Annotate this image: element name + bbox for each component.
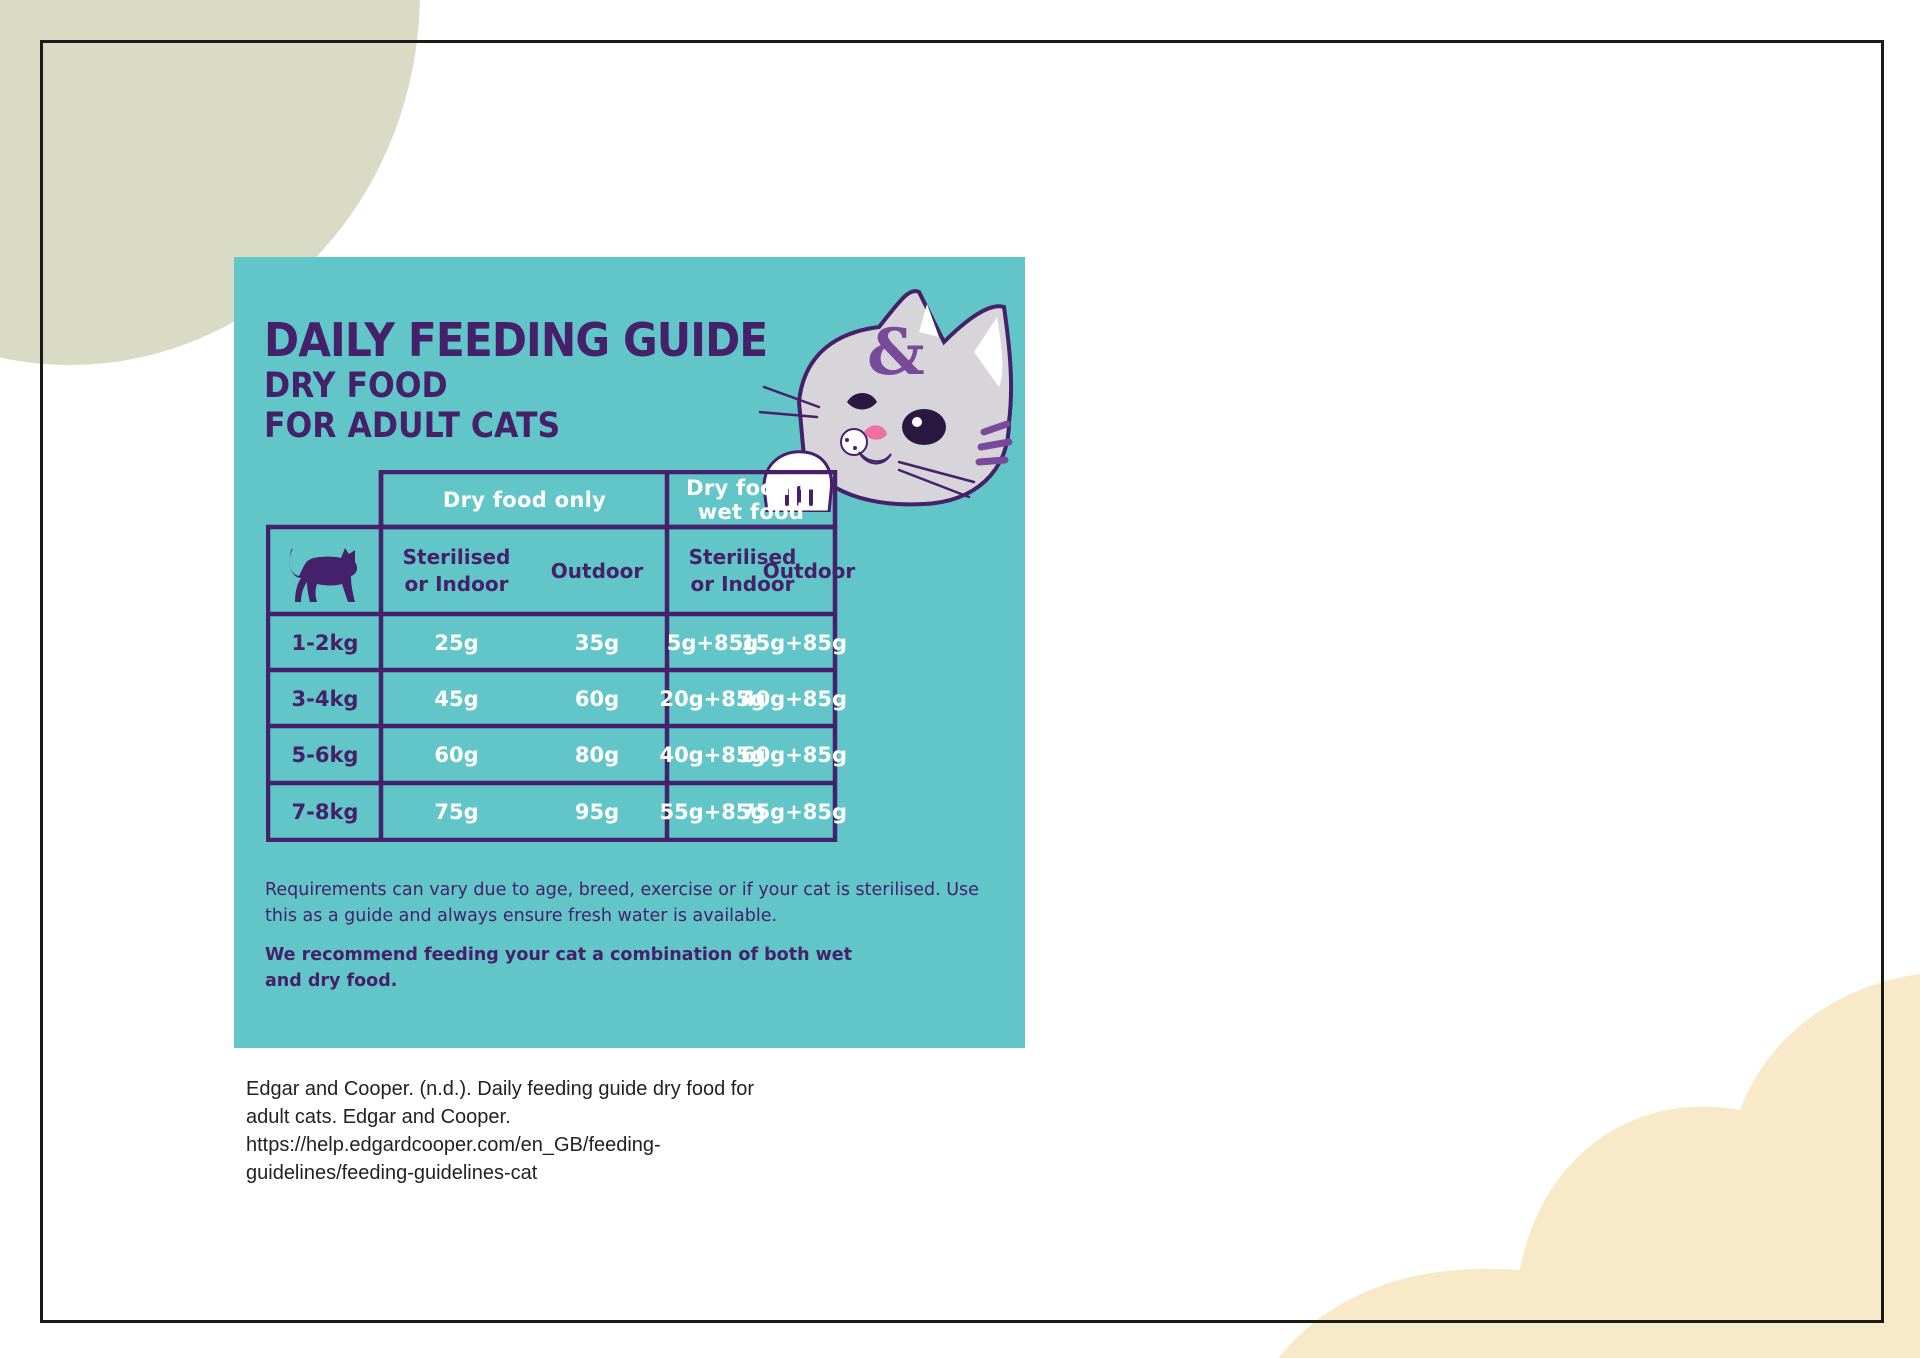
weight-cell: 7-8kg [291,799,359,824]
guide-title-block [264,314,811,446]
value-cell: 60g [434,743,479,767]
feeding-guide-card [234,257,1025,1048]
guide-subtitle-line1: DRY FOOD [264,366,448,406]
value-cell: 60g [574,686,620,711]
value-cell: 80g [574,743,620,767]
requirements-note: Requirements can vary due to age, breed, exercise or if your cat is sterilised. Use this as a guide and always ensure fresh water is available. [265,880,979,926]
subheader-line: or Indoor [690,572,795,596]
guide-title: DAILY FEEDING GUIDE [264,313,768,367]
subheader-mix-outdoor: Outdoor [762,558,856,583]
subheader-dry-outdoor: Outdoor [550,558,644,583]
weight-column-header [270,529,380,613]
subheader-line: Sterilised [688,545,797,569]
value-cell: 35g [574,630,620,655]
image-citation [246,1075,866,1187]
feeding-table [266,470,856,842]
value-cell: 40g+85g [659,743,766,767]
group-header-dry-wet: Dry food + wet food [686,476,816,524]
citation-line: adult cats. Edgar and Cooper. [246,1106,511,1128]
value-cell: 45g [434,686,479,711]
value-cell: 20g+85g [659,686,766,711]
subheader-line: or Indoor [404,572,509,596]
cat-silhouette-icon [285,538,365,604]
value-cell: 40g+85g [740,686,848,711]
weight-cell: 1-2kg [291,630,359,655]
value-cell: 75g [434,799,479,824]
citation-line: Edgar and Cooper. (n.d.). Daily feeding guide dry food for [246,1078,755,1100]
value-cell: 60g+85g [740,743,848,767]
value-cell: 25g [434,630,479,655]
subheader-dry-sterilised [383,529,530,613]
value-cell: 15g+85g [740,630,848,655]
value-cell: 55g+85g [659,799,766,824]
guide-subtitle-line2: FOR ADULT CATS [264,406,561,446]
citation-url: https://help.edgardcooper.com/en_GB/feeding- [246,1134,661,1156]
value-cell: 75g+85g [740,799,848,824]
svg-text:&: & [867,315,925,390]
value-cell: 95g [574,799,620,824]
citation-url: guidelines/feeding-guidelines-cat [246,1162,538,1184]
subheader-line: Sterilised [402,545,511,569]
value-cell: 5g+85g [666,630,759,655]
recommendation-note: We recommend feeding your cat a combination of both wet and dry food. [265,945,853,991]
group-header-dry-only: Dry food only [442,488,607,512]
weight-cell: 5-6kg [291,743,359,767]
weight-cell: 3-4kg [291,686,359,711]
